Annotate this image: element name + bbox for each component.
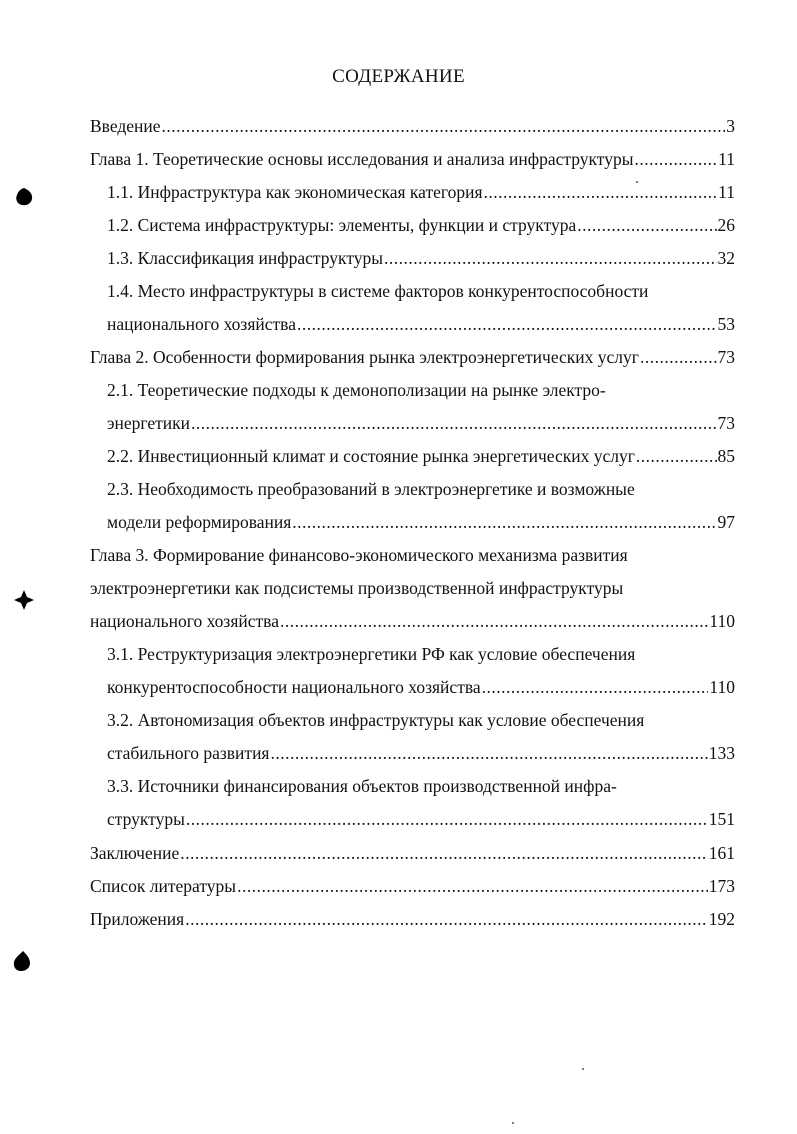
dot-leader xyxy=(270,741,707,765)
toc-entry-2-3 xyxy=(107,477,735,501)
toc-entry-text: национального хозяйства xyxy=(107,314,296,334)
toc-entry-text: 3.2. Автономизация объектов инфраструктуры как условие обеспечения xyxy=(107,710,645,730)
toc-entry-text: Глава 1. Теоретические основы исследования и анализа инфраструктуры xyxy=(90,149,634,169)
toc-entry-3-2-cont xyxy=(107,741,735,765)
scan-speck xyxy=(636,181,638,183)
toc-entry-page: 26 xyxy=(717,215,735,235)
dot-leader xyxy=(297,312,717,336)
toc-entry-text: структуры xyxy=(107,809,185,829)
toc-entry-page: 133 xyxy=(708,743,735,763)
toc-entry-text: национального хозяйства xyxy=(90,611,279,631)
toc-entry-text: электроэнергетики как подсистемы производственной инфраструктуры xyxy=(90,578,624,598)
toc-entry-2-3-cont xyxy=(107,510,735,534)
page-title: СОДЕРЖАНИЕ xyxy=(332,66,465,87)
toc-entry-1-4-cont xyxy=(107,312,735,336)
scan-speck xyxy=(582,1068,584,1070)
toc-entry-page: 110 xyxy=(709,677,735,697)
dot-leader xyxy=(280,609,708,633)
toc-entry-page: 110 xyxy=(709,611,735,631)
dot-leader xyxy=(180,841,708,865)
toc-entry-text: стабильного развития xyxy=(107,743,270,763)
toc-entry-1-4 xyxy=(107,279,735,303)
toc-entry-text: Введение xyxy=(90,116,161,136)
binding-mark-middle xyxy=(14,590,34,610)
toc-entry-text: 1.2. Система инфраструктуры: элементы, функции и структура xyxy=(107,215,577,235)
dot-leader xyxy=(640,345,717,369)
toc-entry-introduction xyxy=(90,114,735,138)
toc-entry-page: 97 xyxy=(717,512,735,532)
dot-leader xyxy=(384,246,717,270)
toc-entry-text: 2.1. Теоретические подходы к демонополизации на рынке электро- xyxy=(107,380,606,400)
toc-entry-page: 3 xyxy=(726,116,735,136)
toc-entry-page: 32 xyxy=(717,248,735,268)
dot-leader xyxy=(634,147,717,171)
toc-entry-page: 73 xyxy=(717,413,735,433)
toc-entry-page: 11 xyxy=(718,182,735,202)
toc-entry-text: 1.4. Место инфраструктуры в системе факторов конкурентоспособности xyxy=(107,281,649,301)
toc-entry-page: 73 xyxy=(717,347,735,367)
dot-leader xyxy=(484,180,718,204)
toc-entry-page: 151 xyxy=(708,809,735,829)
dot-leader xyxy=(636,444,717,468)
dot-leader xyxy=(186,807,708,831)
toc-entry-chapter-3 xyxy=(90,543,735,567)
toc-entry-page: 173 xyxy=(708,876,735,896)
toc-entry-text: конкурентоспособности национального хозяйства xyxy=(107,677,481,697)
dot-leader xyxy=(482,675,709,699)
dot-leader xyxy=(185,907,708,931)
toc-entry-page: 53 xyxy=(717,314,735,334)
toc-entry-1-1 xyxy=(107,180,735,204)
toc-entry-chapter-3-cont-1 xyxy=(90,576,735,600)
toc-entry-2-2 xyxy=(107,444,735,468)
binding-mark-bottom xyxy=(12,950,32,972)
toc-entry-text: 1.3. Классификация инфраструктуры xyxy=(107,248,383,268)
toc-entry-text: 3.3. Источники финансирования объектов производственной инфра- xyxy=(107,776,617,796)
toc-entry-page: 85 xyxy=(717,446,735,466)
binding-mark-top xyxy=(14,187,34,207)
toc-entry-text: 2.3. Необходимость преобразований в электроэнергетике и возможные xyxy=(107,479,635,499)
toc-entry-conclusion xyxy=(90,841,735,865)
dot-leader xyxy=(577,213,716,237)
toc-entry-appendices xyxy=(90,907,735,931)
toc-entry-text: энергетики xyxy=(107,413,190,433)
toc-entry-3-1-cont xyxy=(107,675,735,699)
toc-entry-text: Приложения xyxy=(90,909,185,929)
dot-leader xyxy=(162,114,726,138)
toc-entry-page: 11 xyxy=(718,149,735,169)
toc-entry-1-2 xyxy=(107,213,735,237)
toc-entry-page: 192 xyxy=(708,909,735,929)
toc-entry-3-3 xyxy=(107,774,735,798)
toc-entry-text: 3.1. Реструктуризация электроэнергетики РФ как условие обеспечения xyxy=(107,644,636,664)
toc-entry-text: Список литературы xyxy=(90,876,237,896)
toc-entry-1-3 xyxy=(107,246,735,270)
dot-leader xyxy=(191,411,717,435)
toc-entry-text: модели реформирования xyxy=(107,512,292,532)
toc-entry-3-1 xyxy=(107,642,735,666)
toc-entry-chapter-3-cont-2 xyxy=(90,609,735,633)
dot-leader xyxy=(237,874,708,898)
scan-speck xyxy=(512,1122,514,1124)
toc-entry-2-1 xyxy=(107,378,735,402)
toc-entry-3-3-cont xyxy=(107,807,735,831)
toc-entry-text: Глава 2. Особенности формирования рынка электроэнергетических услуг xyxy=(90,347,639,367)
toc-entry-bibliography xyxy=(90,874,735,898)
toc-entry-text: Заключение xyxy=(90,843,180,863)
toc-entry-2-1-cont xyxy=(107,411,735,435)
toc-entry-3-2 xyxy=(107,708,735,732)
dot-leader xyxy=(292,510,716,534)
toc-entry-page: 161 xyxy=(708,843,735,863)
toc-entry-chapter-2 xyxy=(90,345,735,369)
toc-entry-chapter-1 xyxy=(90,147,735,171)
toc-entry-text: 2.2. Инвестиционный климат и состояние рынка энергетических услуг xyxy=(107,446,635,466)
toc-entry-text: 1.1. Инфраструктура как экономическая категория xyxy=(107,182,483,202)
toc-entry-text: Глава 3. Формирование финансово-экономического механизма развития xyxy=(90,545,628,565)
